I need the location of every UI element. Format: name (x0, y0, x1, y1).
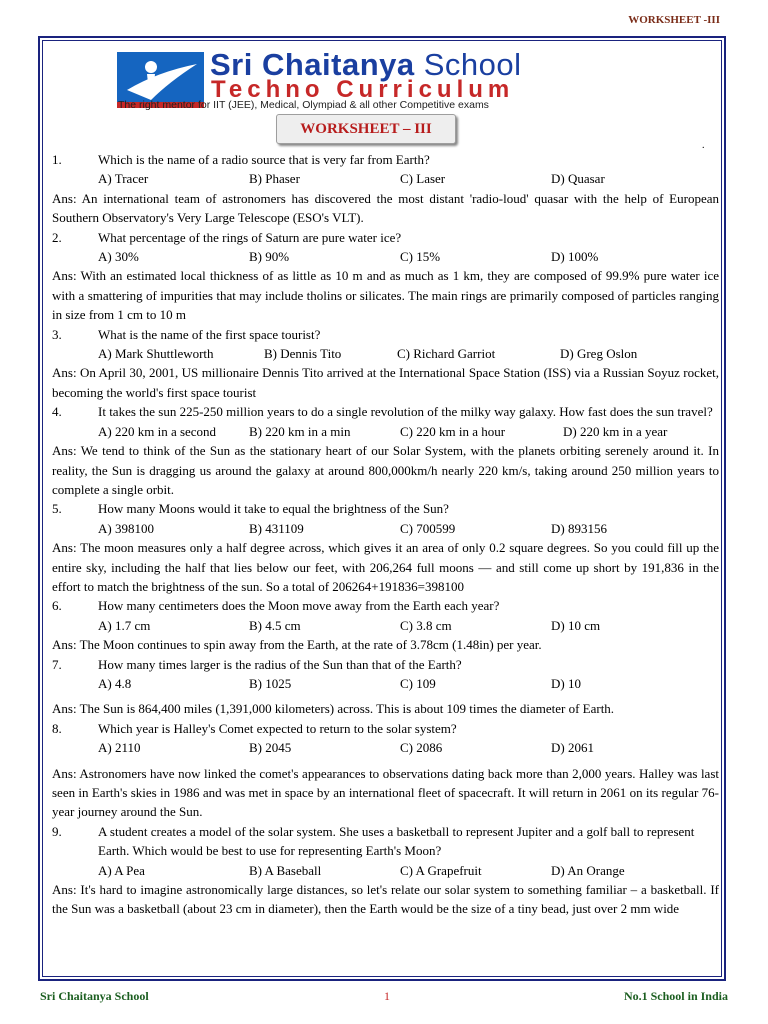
option-c: C) Laser (400, 171, 446, 187)
worksheet-title: WORKSHEET – III (276, 114, 456, 144)
question-number: 4. (52, 404, 62, 420)
option-a: A) 398100 (98, 520, 154, 536)
option-b: B) 431109 (249, 520, 304, 536)
question-number: 6. (52, 598, 62, 614)
option-row (52, 519, 719, 538)
option-c: C) 3.8 cm (400, 617, 452, 633)
question-text: 4. It takes the sun 225-250 million years to do a single revolution of the milky way galaxy. How fast does the sun travel? (52, 402, 719, 421)
answer-text: Ans: The moon measures only a half degree across, which gives it an area of only 0.2 square degrees. So you could fill up the entire sky, including the half that lies below our feet, with 206,264 full moons — and still come up short by 191,836 in the effort to match the brightness of the sun. So a total of 206264+191836=398100 (52, 540, 719, 594)
option-b: B) 4.5 cm (249, 617, 301, 633)
option-c: C) 109 (400, 675, 436, 691)
option-a: A) Tracer (98, 171, 149, 187)
option-d: D) Quasar (551, 171, 605, 187)
option-c: C) 220 km in a hour (400, 423, 506, 439)
option-b: B) 220 km in a min (249, 423, 351, 439)
option-d: D) An Orange (551, 862, 625, 878)
question-number: 8. (52, 720, 62, 736)
answer-text: Ans: An international team of astronomers has discovered the most distant 'radio-loud' quasar with the help of European Southern Observatory's Very Large Telescope (ESO's VLT). (52, 190, 719, 226)
question-block (52, 655, 719, 719)
question-block (52, 719, 719, 822)
answer-text: Ans: With an estimated local thickness of as little as 10 m and as much as 1 km, they are composed of 99.9% pure water ice with a smattering of impurities that may include tholins or silicates. The main rings are primarily composed of particles ranging in size from 1 cm to 10 m (52, 268, 719, 323)
top-worksheet-label: WORKSHEET -III (628, 14, 720, 26)
option-b: B) A Baseball (249, 862, 322, 878)
question-text: 5. How many Moons would it take to equal the brightness of the Sun? (52, 499, 719, 518)
option-row (52, 861, 719, 880)
option-a: A) A Pea (98, 862, 145, 878)
option-row (52, 616, 719, 635)
question-text: 1. Which is the name of a radio source that is very far from Earth? (52, 150, 719, 169)
option-row (52, 738, 719, 757)
footer-page-number: 1 (384, 989, 390, 1003)
option-b: B) Dennis Tito (264, 346, 342, 362)
option-c: C) 15% (400, 249, 441, 265)
question-block (52, 822, 719, 919)
question-text: 6. How many centimeters does the Moon move away from the Earth each year? (52, 596, 719, 615)
question-text: 9. A student creates a model of the solar system. She uses a basketball to represent Jupiter and a golf ball to represent Earth. Which would be best to use for representing Earth's Moon? (52, 823, 695, 859)
answer-text: Ans: On April 30, 2001, US millionaire Dennis Tito arrived at the International Space Station (ISS) via a Russian Soyuz rocket, becoming the world's first space tourist (52, 365, 719, 400)
question-block (52, 596, 719, 654)
option-a: A) 30% (98, 249, 139, 265)
question-block (52, 325, 719, 403)
option-d: D) 10 (551, 675, 581, 691)
option-a: A) 1.7 cm (98, 617, 151, 633)
question-number: 3. (52, 326, 62, 342)
option-a: A) Mark Shuttleworth (98, 346, 214, 362)
option-c: C) A Grapefruit (400, 862, 482, 878)
answer-text: Ans: The Moon continues to spin away from the Earth, at the rate of 3.78cm (1.48in) per year. (52, 637, 542, 653)
brand-subtitle: Techno Curriculum (211, 76, 515, 103)
option-b: B) 2045 (249, 740, 292, 756)
question-text: 3. What is the name of the first space tourist? (52, 325, 719, 344)
school-brand-name: Sri Chaitanya School (210, 47, 522, 82)
option-a: A) 2110 (98, 740, 141, 756)
question-text: 7. How many times larger is the radius of the Sun than that of the Earth? (52, 655, 719, 674)
option-d: D) 2061 (551, 740, 594, 756)
question-block (52, 150, 719, 228)
option-a: A) 4.8 (98, 675, 132, 691)
option-row (52, 422, 719, 441)
question-number: 2. (52, 229, 62, 245)
question-number: 7. (52, 656, 62, 672)
option-c: C) 700599 (400, 520, 456, 536)
option-b: B) 90% (249, 249, 290, 265)
answer-text: Ans: We tend to think of the Sun as the stationary heart of our Solar System, with the planets orbiting serenely around it. In reality, the Sun is dragging us around the galaxy at around 800,000km/h nearly 220 km/s, taking around 250 million years to complete a single orbit. (52, 443, 719, 497)
option-d: D) Greg Oslon (560, 346, 638, 362)
option-d: D) 10 cm (551, 617, 601, 633)
option-row (52, 674, 719, 693)
stray-dot: . (702, 140, 705, 151)
answer-text: Ans: It's hard to imagine astronomically large distances, so let's relate our solar system to something familiar – a basketball. If the Sun was a basketball (about 23 cm in diameter), then the Earth would be the size of a tiny bead, just over 2 mm wide (52, 882, 719, 917)
question-block (52, 499, 719, 596)
footer-slogan: No.1 School in India (623, 989, 728, 1003)
question-text: 8. Which year is Halley's Comet expected to return to the solar system? (52, 719, 719, 738)
question-block (52, 228, 719, 325)
option-b: B) 1025 (249, 675, 292, 691)
option-d: D) 893156 (551, 520, 607, 536)
answer-text: Ans: Astronomers have now linked the comet's appearances to observations dating back more than 2,000 years. Halley was last seen in Earth's skies in 1986 and was met in space by an international fleet of spacecraft. It will return in 2061 on its regular 76-year journey around the Sun. (52, 765, 719, 820)
option-row (52, 247, 719, 266)
option-c: C) 2086 (400, 740, 443, 756)
answer-text: Ans: The Sun is 864,400 miles (1,391,000 kilometers) across. This is about 109 times the diameter of Earth. (52, 701, 615, 717)
brand-tagline: The right mentor for IIT (JEE), Medical, Olympiad & all other Competitive exams (118, 99, 489, 111)
option-d: D) 100% (551, 249, 599, 265)
question-number: 5. (52, 501, 62, 517)
option-a: A) 220 km in a second (98, 423, 217, 439)
option-c: C) Richard Garriot (397, 346, 496, 362)
option-row (52, 344, 719, 363)
option-row (52, 169, 719, 188)
footer-school-name: Sri Chaitanya School (40, 989, 149, 1003)
question-list (52, 150, 719, 919)
option-b: B) Phaser (249, 171, 300, 187)
option-d: D) 220 km in a year (563, 423, 668, 439)
question-text: 2. What percentage of the rings of Saturn are pure water ice? (52, 228, 719, 247)
question-block (52, 402, 719, 499)
question-number: 1. (52, 152, 62, 167)
question-number: 9. (52, 823, 62, 839)
